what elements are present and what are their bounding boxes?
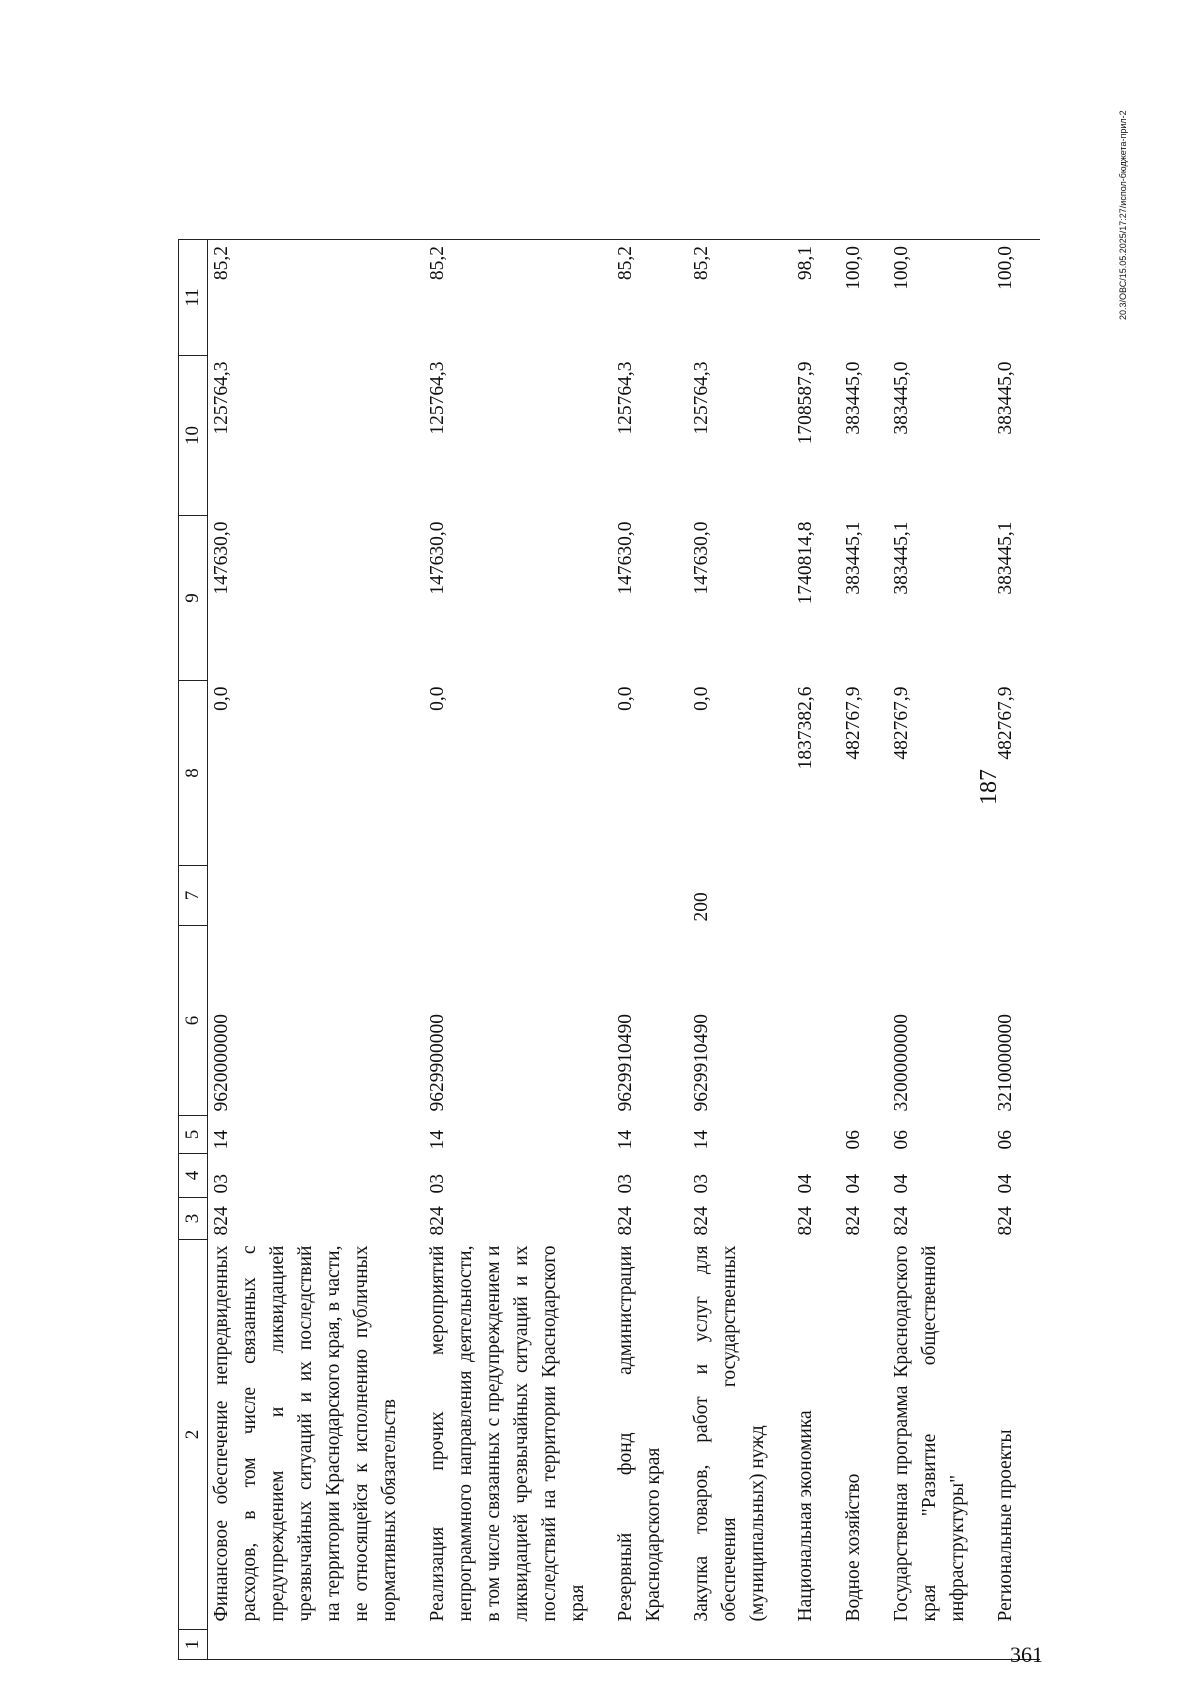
cell-c6: 3210000000: [995, 1014, 1016, 1112]
table-row: [840, 240, 888, 1660]
column-header-2: 2: [179, 1240, 208, 1630]
column-header-9: 9: [179, 516, 208, 681]
cell-c7: 200: [691, 892, 712, 922]
column-header-5: 5: [179, 1116, 208, 1154]
cell-c6: 9629910490: [691, 1014, 712, 1112]
cell-c1: [888, 1630, 992, 1660]
cell-c3: 824: [615, 1206, 636, 1236]
cell-c11: 100,0: [992, 240, 1040, 356]
cell-c2: Закупка товаров, работ и услуг для обеспечения государственных (муниципальных) нужд: [691, 1245, 768, 1622]
cell-c11: 100,0: [888, 240, 992, 356]
cell-c7: [612, 866, 688, 926]
cell-c6: 3200000000: [891, 1014, 912, 1112]
cell-c2: Финансовое обеспечение непредвиденных расходов, в том числе связанных с предупреждением и ликвидацией чрезвычайных ситуаций и их последствий на территории Краснодарского края, в части, не относящейся к исполнению публичных нормативных обязательств: [211, 1245, 400, 1622]
cell-c5: 14: [691, 1130, 712, 1150]
cell-c3: 824: [211, 1206, 232, 1236]
cell-c3: 824: [427, 1206, 448, 1236]
cell-c8: 1837382,6: [795, 686, 816, 770]
cell-c10: 125764,3: [615, 361, 636, 435]
cell-c10: 383445,0: [891, 361, 912, 435]
rotated-page: [150, 20, 1150, 1660]
sheet-number: 361: [1010, 1642, 1043, 1667]
table-row: [208, 240, 425, 1660]
cell-c8: 482767,9: [891, 686, 912, 760]
table-row: [612, 240, 688, 1660]
cell-c11: 100,0: [840, 240, 888, 356]
cell-c11: 98,1: [792, 240, 840, 356]
cell-c4: 03: [615, 1174, 636, 1194]
cell-c5: 06: [843, 1130, 864, 1150]
table-row: [424, 240, 612, 1660]
column-header-10: 10: [179, 356, 208, 516]
table-body: [208, 240, 1041, 1660]
cell-c10: 125764,3: [211, 361, 232, 435]
column-header-7: 7: [179, 866, 208, 926]
cell-c7: [792, 866, 840, 926]
cell-c9: 147630,0: [615, 521, 636, 595]
cell-c9: 383445,1: [891, 521, 912, 595]
cell-c10: 125764,3: [427, 361, 448, 435]
cell-c10: 383445,0: [995, 361, 1016, 435]
cell-c7: [424, 866, 612, 926]
cell-c8: 482767,9: [843, 686, 864, 760]
table-row: [688, 240, 792, 1660]
cell-c10: 1708587,9: [795, 361, 816, 445]
cell-c7: [992, 866, 1040, 926]
cell-c11: 85,2: [424, 240, 612, 356]
cell-c6: [792, 926, 840, 1116]
column-header-4: 4: [179, 1154, 208, 1198]
cell-c4: 04: [795, 1174, 816, 1194]
cell-c4: 04: [995, 1174, 1016, 1194]
cell-c9: 383445,1: [995, 521, 1016, 595]
cell-c5: 06: [891, 1130, 912, 1150]
cell-c9: 383445,1: [843, 521, 864, 595]
cell-c4: 04: [843, 1174, 864, 1194]
column-header-3: 3: [179, 1198, 208, 1240]
cell-c6: 9620000000: [211, 1014, 232, 1112]
cell-c3: 824: [995, 1206, 1016, 1236]
budget-table: [178, 239, 1040, 1660]
cell-c2: Резервный фонд администрации Краснодарского края: [615, 1245, 664, 1622]
cell-c4: 04: [891, 1174, 912, 1194]
column-header-1: 1: [179, 1630, 208, 1660]
cell-c9: 147630,0: [211, 521, 232, 595]
cell-c5: 14: [427, 1130, 448, 1150]
cell-c1: [208, 1630, 425, 1660]
header-row: [179, 240, 208, 1660]
cell-c2: Государственная программа Краснодарского края "Развитие общественной инфраструктуры": [891, 1245, 968, 1622]
footer-document-id: 20.3/ОВС/15.05.2025/17:27/испол-бюджета-прил-2: [1118, 110, 1128, 320]
table-row: [992, 240, 1040, 1660]
column-header-6: 6: [179, 926, 208, 1116]
cell-c5: 14: [211, 1130, 232, 1150]
cell-c9: 1740814,8: [795, 521, 816, 605]
cell-c1: [612, 1630, 688, 1660]
cell-c11: 85,2: [612, 240, 688, 356]
cell-c10: 383445,0: [843, 361, 864, 435]
cell-c6: 9629910490: [615, 1014, 636, 1112]
cell-c3: 824: [891, 1206, 912, 1236]
cell-c3: 824: [843, 1206, 864, 1236]
cell-c8: 0,0: [615, 686, 636, 711]
table-header: [179, 240, 208, 1660]
cell-c3: 824: [691, 1206, 712, 1236]
cell-c11: 85,2: [208, 240, 425, 356]
cell-c7: [840, 866, 888, 926]
column-header-11: 11: [179, 240, 208, 356]
cell-c4: 03: [691, 1174, 712, 1194]
cell-c8: 482767,9: [995, 686, 1016, 760]
cell-c8: 0,0: [427, 686, 448, 711]
table-row: [792, 240, 840, 1660]
table-row: [888, 240, 992, 1660]
page-number: 187: [976, 769, 1002, 805]
cell-c5: 14: [615, 1130, 636, 1150]
cell-c3: 824: [795, 1206, 816, 1236]
cell-c1: [792, 1630, 840, 1660]
cell-c8: 0,0: [691, 686, 712, 711]
cell-c1: [840, 1630, 888, 1660]
cell-c1: [424, 1630, 612, 1660]
cell-c9: 147630,0: [427, 521, 448, 595]
cell-c2: Национальная экономика: [795, 1410, 816, 1622]
cell-c2: Водное хозяйство: [843, 1473, 864, 1622]
cell-c9: 147630,0: [691, 521, 712, 595]
cell-c7: [208, 866, 425, 926]
cell-c11: 85,2: [688, 240, 792, 356]
cell-c7: [888, 866, 992, 926]
column-header-8: 8: [179, 681, 208, 866]
cell-c4: 03: [211, 1174, 232, 1194]
cell-c6: [840, 926, 888, 1116]
cell-c5: 06: [995, 1130, 1016, 1150]
cell-c5: [792, 1116, 840, 1154]
cell-c2: Региональные проекты: [995, 1429, 1016, 1622]
cell-c8: 0,0: [211, 686, 232, 711]
cell-c1: [688, 1630, 792, 1660]
cell-c10: 125764,3: [691, 361, 712, 435]
cell-c2: Реализация прочих мероприятий непрограммного направления деятельности, в том числе связанных с предупреждением и ликвидацией чрезвычайных ситуаций и их последствий на территории Краснодарского края: [427, 1245, 588, 1622]
cell-c6: 9629900000: [427, 1014, 448, 1112]
cell-c4: 03: [427, 1174, 448, 1194]
